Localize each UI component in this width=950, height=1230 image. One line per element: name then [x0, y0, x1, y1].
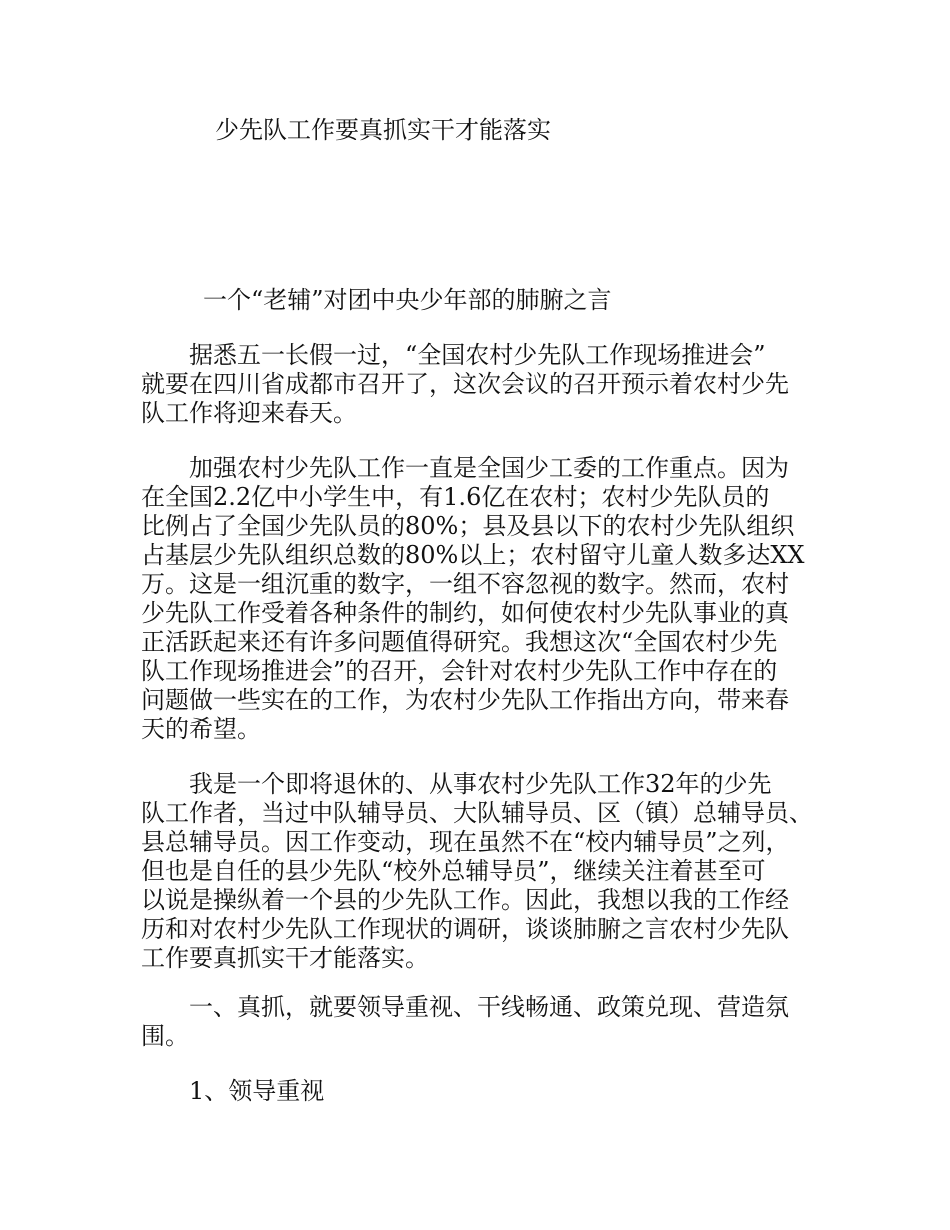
paragraph-line: 占基层少先队组织总数的80%以上；农村留守儿童人数多达XX — [141, 541, 805, 569]
paragraph-line: 一、真抓，就要领导重视、干线畅通、政策兑现、营造氛 — [189, 993, 789, 1021]
paragraph-line: 正活跃起来还有许多问题值得研究。我想这次“全国农村少先 — [141, 628, 778, 656]
section-heading: 1、领导重视 — [189, 1077, 325, 1105]
paragraph-line: 加强农村少先队工作一直是全国少工委的工作重点。因为 — [189, 454, 789, 482]
paragraph-line: 就要在四川省成都市召开了，这次会议的召开预示着农村少先 — [141, 370, 789, 398]
document-title: 少先队工作要真抓实干才能落实 — [215, 116, 551, 144]
paragraph-line: 我是一个即将退休的、从事农村少先队工作32年的少先 — [189, 770, 772, 798]
paragraph-line: 围。 — [141, 1022, 189, 1050]
paragraph-line: 万。这是一组沉重的数字，一组不容忽视的数字。然而，农村 — [141, 570, 789, 598]
document-subtitle: 一个“老辅”对团中央少年部的肺腑之言 — [203, 286, 612, 314]
paragraph-line: 问题做一些实在的工作，为农村少先队工作指出方向，带来春 — [141, 686, 789, 714]
paragraph-line: 以说是操纵着一个县的少先队工作。因此，我想以我的工作经 — [141, 886, 789, 914]
paragraph-4 — [141, 993, 821, 1051]
paragraph-3 — [141, 770, 821, 973]
paragraph-line: 据悉五一长假一过，“全国农村少先队工作现场推进会” — [189, 341, 766, 369]
paragraph-2 — [141, 454, 821, 744]
paragraph-line: 县总辅导员。因工作变动，现在虽然不在“校内辅导员”之列， — [141, 828, 790, 856]
paragraph-line: 队工作者，当过中队辅导员、大队辅导员、区（镇）总辅导员、 — [141, 799, 813, 827]
paragraph-line: 比例占了全国少先队员的80%；县及县以下的农村少先队组织 — [141, 512, 795, 540]
paragraph-1 — [141, 341, 821, 428]
paragraph-5 — [141, 1077, 821, 1106]
paragraph-line: 工作要真抓实干才能落实。 — [141, 944, 429, 972]
paragraph-line: 在全国2.2亿中小学生中，有1.6亿在农村；农村少先队员的 — [141, 483, 770, 511]
paragraph-line: 天的希望。 — [141, 715, 261, 743]
paragraph-line: 队工作现场推进会”的召开，会针对农村少先队工作中存在的 — [141, 657, 778, 685]
paragraph-line: 队工作将迎来春天。 — [141, 399, 357, 427]
paragraph-line: 但也是自任的县少先队“校外总辅导员”，继续关注着甚至可 — [141, 857, 766, 885]
paragraph-line: 少先队工作受着各种条件的制约，如何使农村少先队事业的真 — [141, 599, 789, 627]
paragraph-line: 历和对农村少先队工作现状的调研，谈谈肺腑之言农村少先队 — [141, 915, 789, 943]
